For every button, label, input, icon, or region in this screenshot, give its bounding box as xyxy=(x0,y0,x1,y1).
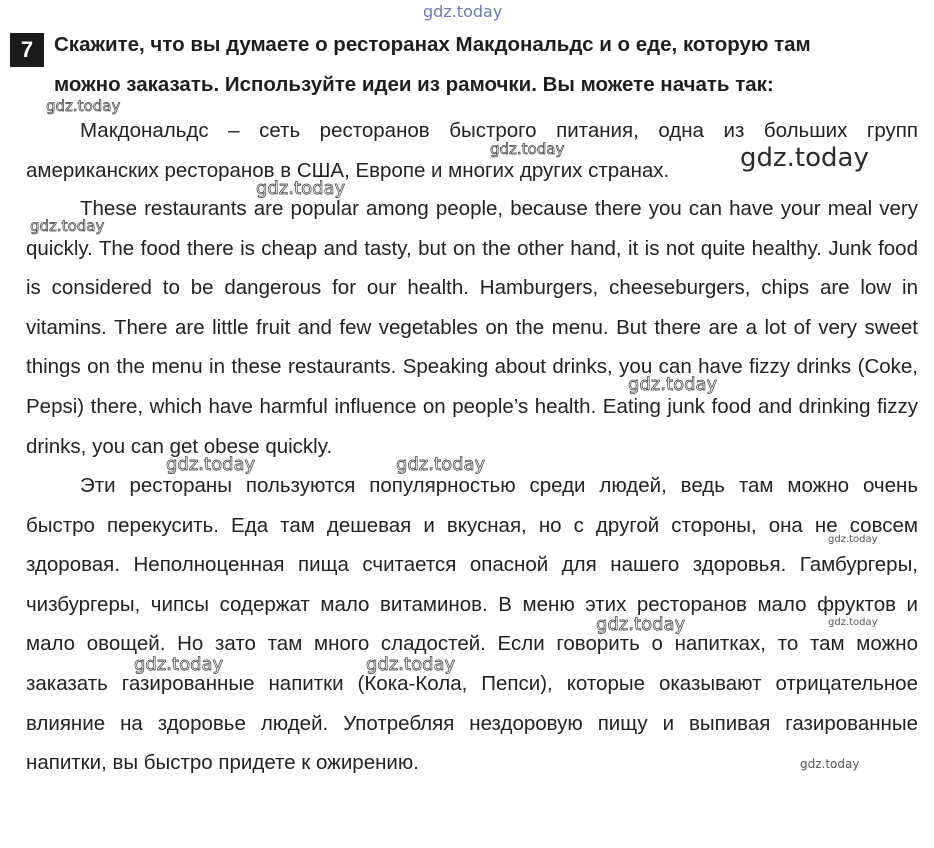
watermark-text: gdz.today xyxy=(740,143,869,173)
watermark-text: gdz.today xyxy=(396,454,486,475)
watermark-text: gdz.today xyxy=(628,374,718,395)
watermark-text: gdz.today xyxy=(366,654,456,675)
watermark-text: gdz.today xyxy=(256,178,346,199)
watermark-text: gdz.today xyxy=(596,614,686,635)
paragraph-russian-intro: Макдональдс – сеть ресторанов быстрого питания, одна из больших групп американских ресторанов в США, Европе и многих других странах. xyxy=(26,119,918,182)
task-title-line-1: Скажите, что вы думаете о ресторанах Макдональдс и о еде, которую там xyxy=(54,33,811,56)
task-title-line-2: можно заказать. Используйте идеи из рамочки. Вы можете начать так: xyxy=(54,73,774,96)
watermark-text: gdz.today xyxy=(166,454,256,475)
paragraph-russian-translation: Эти рестораны пользуются популярностью среди людей, ведь там можно очень быстро перекусить. Еда там дешевая и вкусная, но с другой стороны, она не совсем здоровая. Неполноценная пища считается опасной для нашего здоровья. Гамбургеры, чизбургеры, чипсы содержат мало витаминов. В меню этих ресторанов мало фруктов и мало овощей. Но зато там много сладостей. Если говорить о напитках, то там можно заказать газированные напитки (Кока-Кола, Пепси), которые оказывают отрицательное влияние на здоровье людей. Употребляя нездоровую пищу и выпивая газированные напитки, вы быстро придете к ожирению. xyxy=(26,474,918,775)
watermark-text: gdz.today xyxy=(800,757,860,771)
watermark-text: gdz.today xyxy=(134,654,224,675)
paragraph-english-essay: These restaurants are popular among people, because there you can have your meal very quickly. The food there is cheap and tasty, but on the other hand, it is not quite healthy. Junk food is considered to be dangerous for our health. Hamburgers, cheeseburgers, chips are low in vitamins. There are little fruit and few vegetables on the menu. But there are a lot of very sweet things on the menu in these restaurants. Speaking about drinks, you can have fizzy drinks (Coke, Pepsi) there, which have harmful influence on people’s health. Eating junk food and drinking fizzy drinks, you can get obese quickly. xyxy=(26,197,918,458)
watermark-text: gdz.today xyxy=(828,534,878,545)
task-instructions xyxy=(54,35,928,105)
watermark-text: gdz.today xyxy=(423,2,503,21)
watermark-text: gdz.today xyxy=(490,140,565,158)
watermark-text: gdz.today xyxy=(46,97,121,115)
watermark-text: gdz.today xyxy=(30,217,105,235)
watermark-text: gdz.today xyxy=(828,617,878,628)
task-number-badge: 7 xyxy=(10,33,44,67)
